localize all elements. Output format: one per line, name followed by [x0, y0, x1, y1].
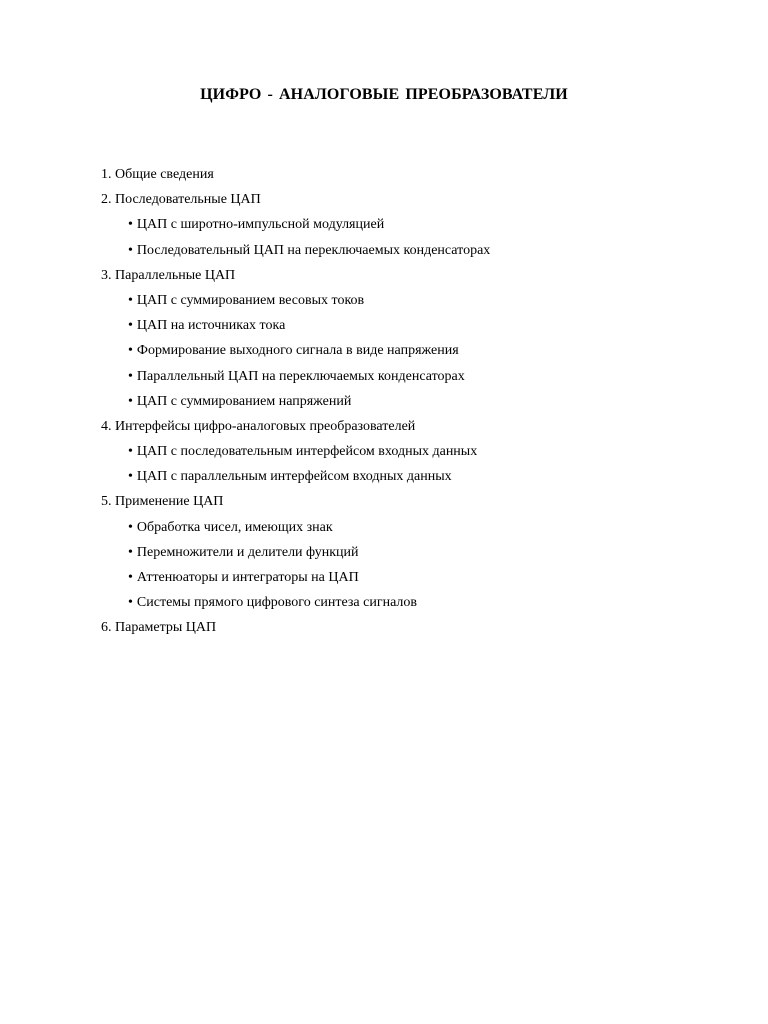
toc-subitem [101, 540, 490, 565]
bullet-icon: • [128, 217, 133, 233]
toc-item-text: 3. Параллельные ЦАП [101, 267, 236, 283]
toc-item-text: Аттенюаторы и интеграторы на ЦАП [136, 570, 359, 585]
toc-item-text: ЦАП на источниках тока [136, 318, 286, 334]
toc-item-text: 1. Общие сведения [101, 167, 214, 182]
toc-item-text: ЦАП с параллельным интерфейсом входных данных [136, 469, 452, 485]
bullet-icon: • [128, 393, 133, 409]
toc-section [101, 489, 490, 514]
toc-item-text: Формирование выходного сигнала в виде напряжения [136, 343, 459, 359]
bullet-icon: • [128, 570, 133, 585]
toc-subitem [101, 590, 490, 615]
bullet-icon: • [128, 469, 133, 485]
bullet-icon: • [128, 544, 133, 560]
bullet-icon: • [128, 242, 133, 258]
toc-section [101, 187, 490, 212]
toc-subitem [101, 288, 490, 313]
toc-subitem [101, 364, 490, 389]
toc-subitem [101, 238, 490, 263]
toc-item-text: ЦАП с суммированием напряжений [136, 393, 352, 409]
bullet-icon: • [128, 318, 133, 334]
toc-item-text: 2. Последовательные ЦАП [101, 192, 261, 208]
toc-item-text: ЦАП с последовательным интерфейсом входных данных [136, 444, 478, 460]
bullet-icon: • [128, 368, 133, 384]
toc-item-text: ЦАП с широтно-импульсной модуляцией [136, 217, 385, 233]
toc-subitem [101, 313, 490, 338]
bullet-icon: • [128, 595, 133, 611]
toc-item-text: Перемножители и делители функций [136, 544, 359, 560]
toc-item-text: 5. Применение ЦАП [101, 494, 224, 510]
toc-subitem [101, 212, 490, 237]
bullet-icon: • [128, 343, 133, 359]
toc-subitem [101, 515, 490, 540]
toc-section [101, 263, 490, 288]
toc-item-text: Обработка чисел, имеющих знак [136, 519, 333, 535]
bullet-icon: • [128, 292, 133, 308]
toc-section [101, 615, 490, 640]
page-title: ЦИФРО - АНАЛОГОВЫЕ ПРЕОБРАЗОВАТЕЛИ [200, 86, 568, 103]
toc-subitem [101, 439, 490, 464]
toc-item-text: Параллельный ЦАП на переключаемых конденсаторах [136, 368, 465, 384]
toc-item-text: 4. Интерфейсы цифро-аналоговых преобразователей [101, 418, 416, 434]
bullet-icon: • [128, 519, 133, 535]
toc-subitem [101, 389, 490, 414]
table-of-contents [101, 162, 490, 641]
toc-section [101, 414, 490, 439]
toc-item-text: 6. Параметры ЦАП [101, 620, 217, 636]
toc-item-text: ЦАП с суммированием весовых токов [136, 292, 365, 308]
toc-subitem [101, 565, 490, 590]
bullet-icon: • [128, 444, 133, 460]
toc-subitem [101, 338, 490, 363]
toc-item-text: Последовательный ЦАП на переключаемых конденсаторах [136, 242, 491, 258]
toc-section [101, 162, 490, 187]
toc-subitem [101, 464, 490, 489]
toc-item-text: Системы прямого цифрового синтеза сигналов [136, 595, 418, 611]
